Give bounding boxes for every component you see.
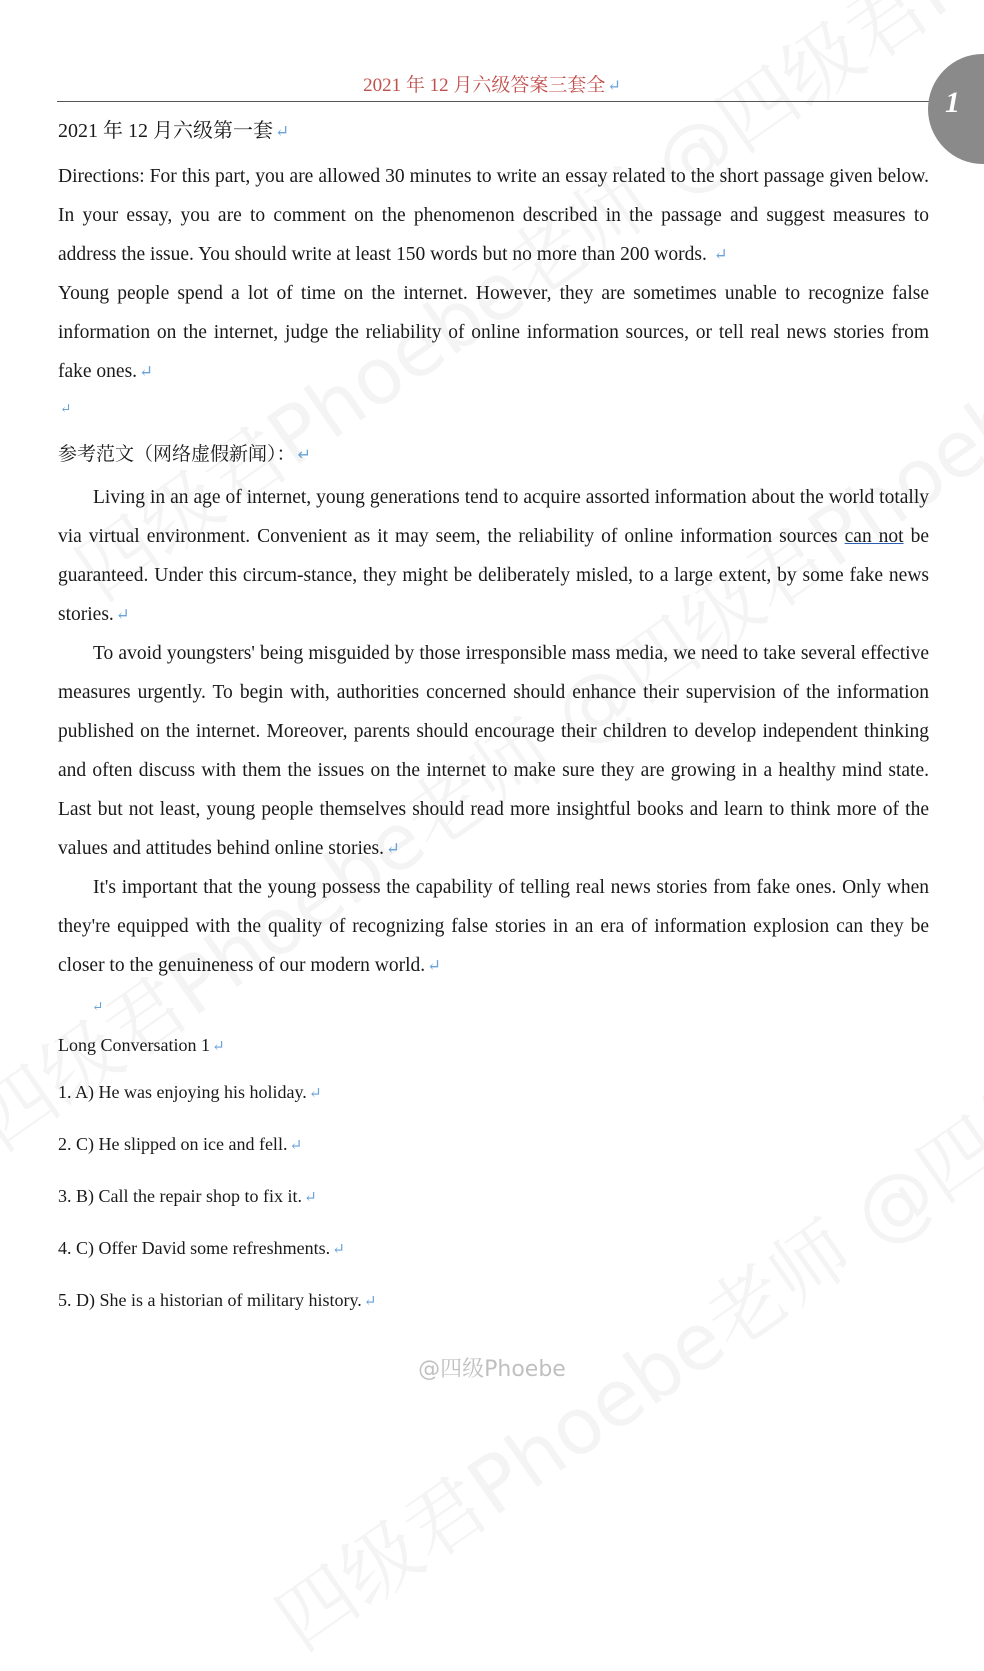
- prompt-text: Young people spend a lot of time on the internet. However, they are sometimes unable to recognize false information on the internet, judge the reliability of online information sources, or tell real news stories from fake ones.: [58, 283, 929, 382]
- essay-paragraph-3: [58, 868, 929, 985]
- essay-p1-text-b: be guaranteed. Under this circum-stance, they might be deliberately misled, to a large extent, by some fake news stories.: [58, 526, 930, 625]
- return-mark-icon: ↵: [363, 1293, 377, 1310]
- return-mark-icon: ↵: [139, 362, 153, 381]
- prompt-paragraph: [58, 274, 929, 391]
- long-conversation-title: [58, 1025, 929, 1067]
- directions-text: Directions: For this part, you are allowed 30 minutes to write an essay related to the short passage given below. In your essay, you are to comment on the phenomenon described in the passage and suggest measures to address the issue. You should write at least 150 words but no more than 200 words.: [58, 166, 929, 265]
- answer-text: 1. A) He was enjoying his holiday.: [58, 1082, 307, 1102]
- answer-item: [58, 1067, 929, 1119]
- essay-p2-text: To avoid youngsters' being misguided by those irresponsible mass media, we need to take several effective measures urgently. To begin with, authorities concerned should enhance their supervision of the information published on the internet. Moreover, parents should encourage their children to develop independent thinking and often discuss with them the issues on the internet to make sure they are growing in a healthy mind state. Last but not least, young people themselves should read more insightful books and learn to think more of the values and attitudes behind online stories.: [58, 643, 929, 859]
- return-mark-icon: ↵: [289, 1137, 303, 1154]
- return-mark-icon: ↵: [60, 401, 72, 416]
- sample-essay-title-text: 参考范文（网络虚假新闻）：: [58, 443, 296, 465]
- long-conversation-title-text: Long Conversation 1: [58, 1035, 210, 1055]
- answer-text: 5. D) She is a historian of military history.: [58, 1290, 362, 1310]
- answer-text: 2. C) He slipped on ice and fell.: [58, 1134, 288, 1154]
- return-mark-icon: ↵: [607, 78, 621, 95]
- return-mark-icon: ↵: [332, 1241, 345, 1258]
- return-mark-icon: ↵: [386, 839, 400, 858]
- page-number: 1: [945, 86, 960, 119]
- sample-essay-title: [58, 435, 929, 474]
- set-title-text: 2021 年 12 月六级第一套: [58, 120, 273, 142]
- document-body: [58, 112, 929, 1327]
- return-mark-icon: ↵: [713, 245, 728, 264]
- answer-text: 3. B) Call the repair shop to fix it.: [58, 1186, 302, 1206]
- answer-item: [58, 1275, 929, 1327]
- essay-paragraph-1: [58, 478, 929, 634]
- header-divider: [57, 101, 931, 102]
- return-mark-icon: ↵: [275, 122, 290, 141]
- essay-p1-text-a: Living in an age of internet, young generations tend to acquire assorted information about the world totally via virtual environment. Convenient as it may seem, the reliability of online information sources: [58, 487, 929, 547]
- return-mark-icon: ↵: [115, 605, 130, 624]
- weibo-watermark: [0, 1352, 984, 1383]
- return-mark-icon: ↵: [211, 1038, 225, 1055]
- empty-line: [58, 391, 929, 427]
- answer-text: 4. C) Offer David some refreshments.: [58, 1238, 331, 1258]
- header-title: 2021 年 12 月六级答案三套全: [363, 75, 606, 96]
- answer-item: [58, 1171, 929, 1223]
- directions-paragraph: [58, 157, 929, 274]
- page-header: [0, 70, 984, 97]
- return-mark-icon: ↵: [308, 1085, 322, 1102]
- essay-p3-text: It's important that the young possess the capability of telling real news stories from fake ones. Only when they're equipped with the quality of recognizing false stories in an era of information explosion can they be closer to the genuineness of our modern world.: [58, 877, 929, 976]
- return-mark-icon: ↵: [92, 999, 104, 1014]
- set-title: [58, 112, 929, 151]
- return-mark-icon: ↵: [427, 956, 442, 975]
- essay-paragraph-2: [58, 634, 929, 868]
- return-mark-icon: ↵: [297, 445, 312, 464]
- answer-item: [58, 1119, 929, 1171]
- empty-line: [58, 989, 929, 1025]
- weibo-watermark-text: @四级Phoebe: [418, 1357, 566, 1382]
- grammar-underlined-phrase: can not: [844, 526, 904, 547]
- answer-item: [58, 1223, 929, 1275]
- return-mark-icon: ↵: [303, 1189, 317, 1206]
